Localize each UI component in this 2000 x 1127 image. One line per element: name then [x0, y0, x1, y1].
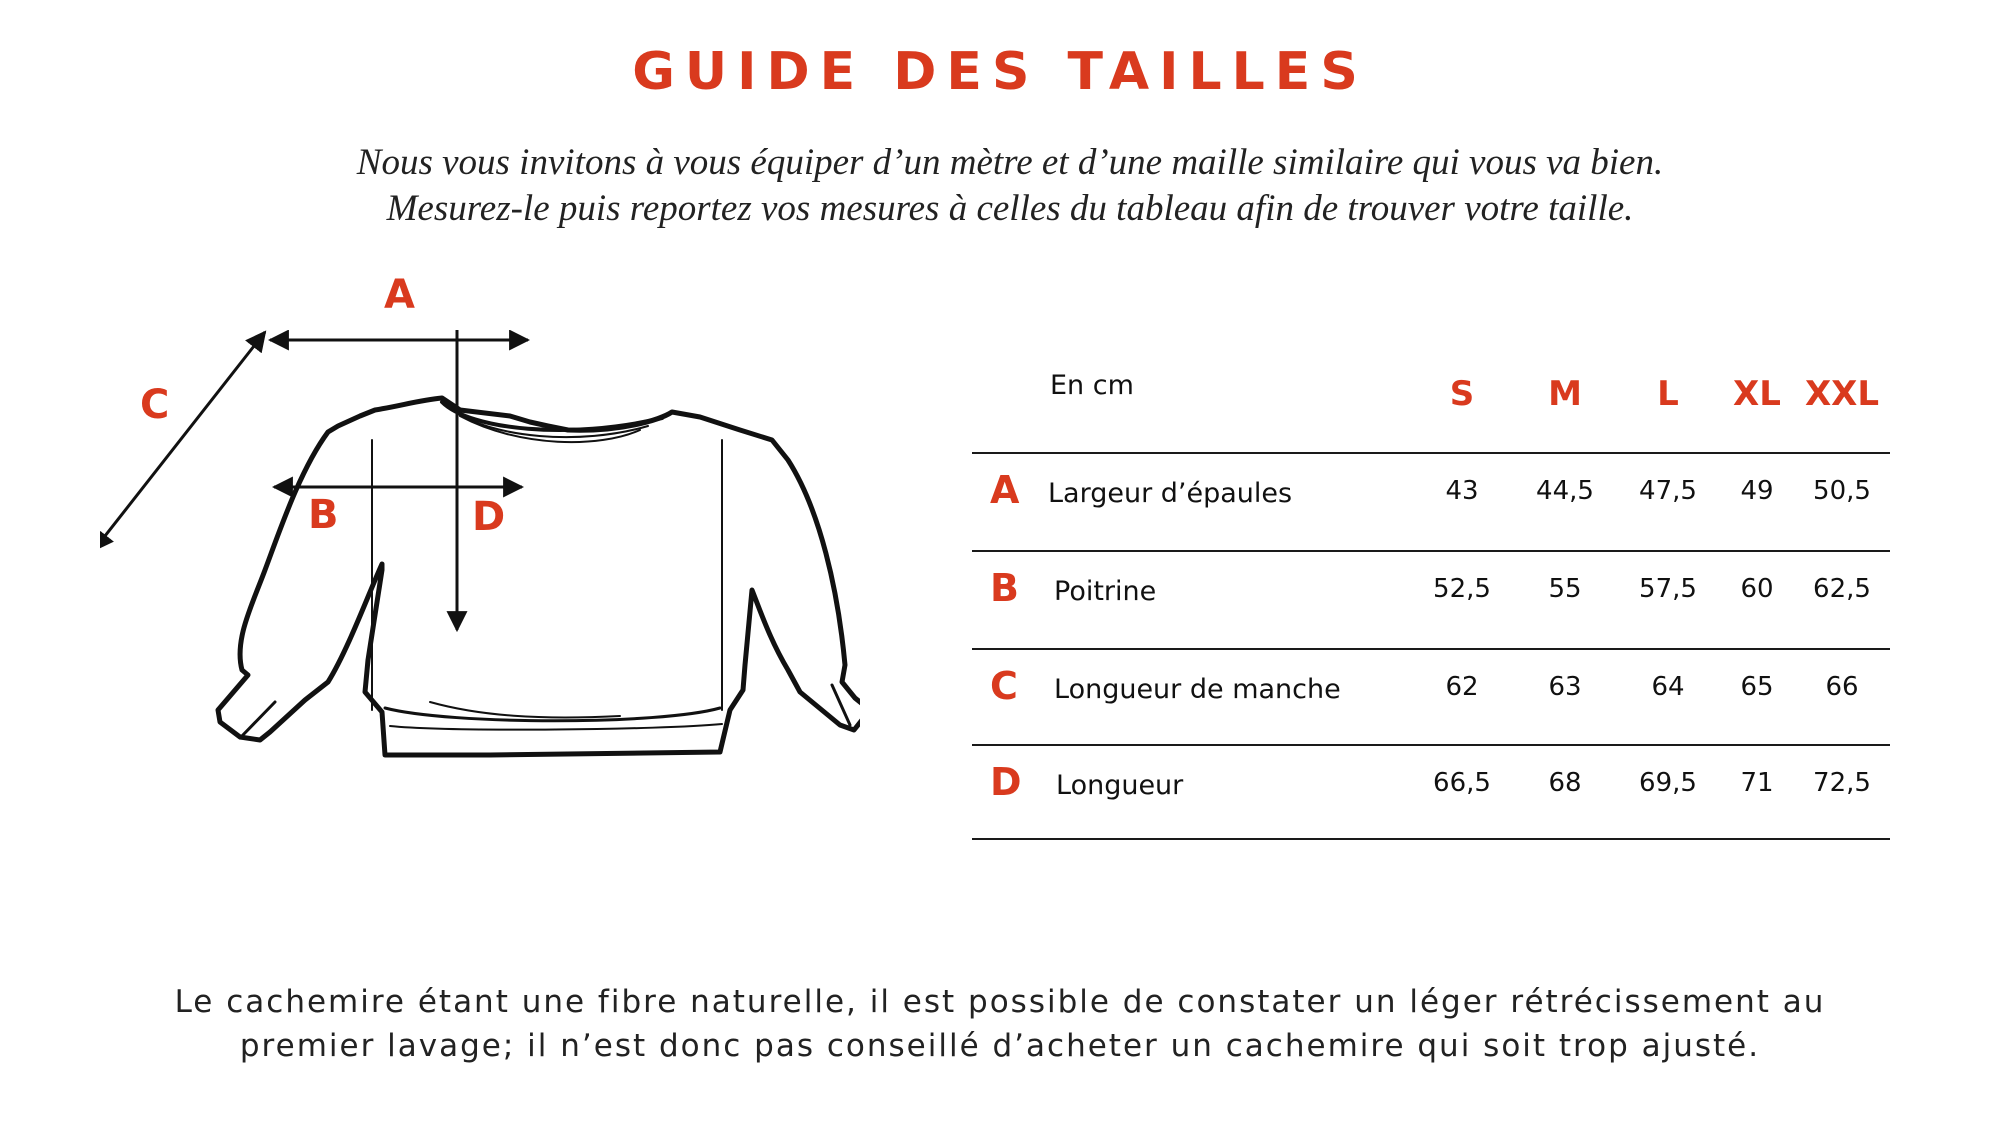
- row-value: 64: [1651, 672, 1685, 702]
- intro-text: [0, 140, 2000, 232]
- row-value: 66,5: [1433, 768, 1491, 798]
- row-value: 65: [1740, 672, 1774, 702]
- table-row: [972, 454, 1890, 548]
- row-label: Longueur de manche: [1054, 674, 1341, 705]
- row-value: 63: [1548, 672, 1582, 702]
- row-value: 69,5: [1639, 768, 1697, 798]
- table-divider: [972, 838, 1890, 840]
- row-value: 71: [1740, 768, 1774, 798]
- row-value: 62: [1445, 672, 1479, 702]
- row-label: Poitrine: [1054, 576, 1157, 607]
- row-value: 68: [1548, 768, 1582, 798]
- row-letter: C: [990, 664, 1018, 708]
- row-letter: A: [990, 468, 1020, 512]
- table-row: [972, 552, 1890, 646]
- size-header-xxl: XXL: [1804, 374, 1880, 414]
- intro-line-1: Nous vous invitons à vous équiper d’un mètre et d’une maille similaire qui vous va bien.: [356, 142, 1664, 183]
- table-row: [972, 650, 1890, 744]
- row-value: 44,5: [1536, 476, 1594, 506]
- row-value: 66: [1825, 672, 1859, 702]
- row-value: 50,5: [1813, 476, 1871, 506]
- figure-label-d: D: [472, 494, 506, 540]
- intro-line-2: Mesurez-le puis reportez vos mesures à celles du tableau afin de trouver votre taille.: [386, 188, 1634, 229]
- size-header-m: M: [1548, 374, 1582, 414]
- care-note-line-1: Le cachemire étant une fibre naturelle, il est possible de constater un léger rétrécissement au: [174, 984, 1826, 1020]
- figure-label-b: B: [308, 492, 339, 538]
- sweater-illustration: [100, 330, 860, 850]
- row-label: Largeur d’épaules: [1048, 478, 1293, 509]
- care-note: [0, 980, 2000, 1068]
- size-header-xl: XL: [1733, 374, 1781, 414]
- sweater-hem: [385, 708, 720, 721]
- page-title: GUIDE DES TAILLES: [632, 42, 1368, 102]
- care-note-line-2: premier lavage; il n’est donc pas conseillé d’acheter un cachemire qui soit trop ajusté.: [239, 1028, 1761, 1064]
- row-value: 43: [1445, 476, 1479, 506]
- sweater-measurement-figure: [100, 272, 860, 850]
- sweater-outline: [218, 398, 860, 755]
- table-row: [972, 746, 1890, 840]
- row-value: 55: [1548, 574, 1582, 604]
- row-value: 47,5: [1639, 476, 1697, 506]
- size-table: [972, 360, 1890, 840]
- figure-label-c: C: [140, 382, 170, 428]
- row-value: 57,5: [1639, 574, 1697, 604]
- row-value: 62,5: [1813, 574, 1871, 604]
- row-letter: D: [990, 760, 1022, 804]
- row-value: 52,5: [1433, 574, 1491, 604]
- row-label: Longueur: [1056, 770, 1184, 801]
- figure-label-a: A: [384, 272, 415, 318]
- row-letter: B: [990, 566, 1019, 610]
- size-header-l: L: [1657, 374, 1679, 414]
- size-header-s: S: [1449, 374, 1475, 414]
- measure-c-arrow: [100, 332, 265, 550]
- row-value: 72,5: [1813, 768, 1871, 798]
- row-value: 49: [1740, 476, 1774, 506]
- unit-label: En cm: [1050, 370, 1134, 401]
- row-value: 60: [1740, 574, 1774, 604]
